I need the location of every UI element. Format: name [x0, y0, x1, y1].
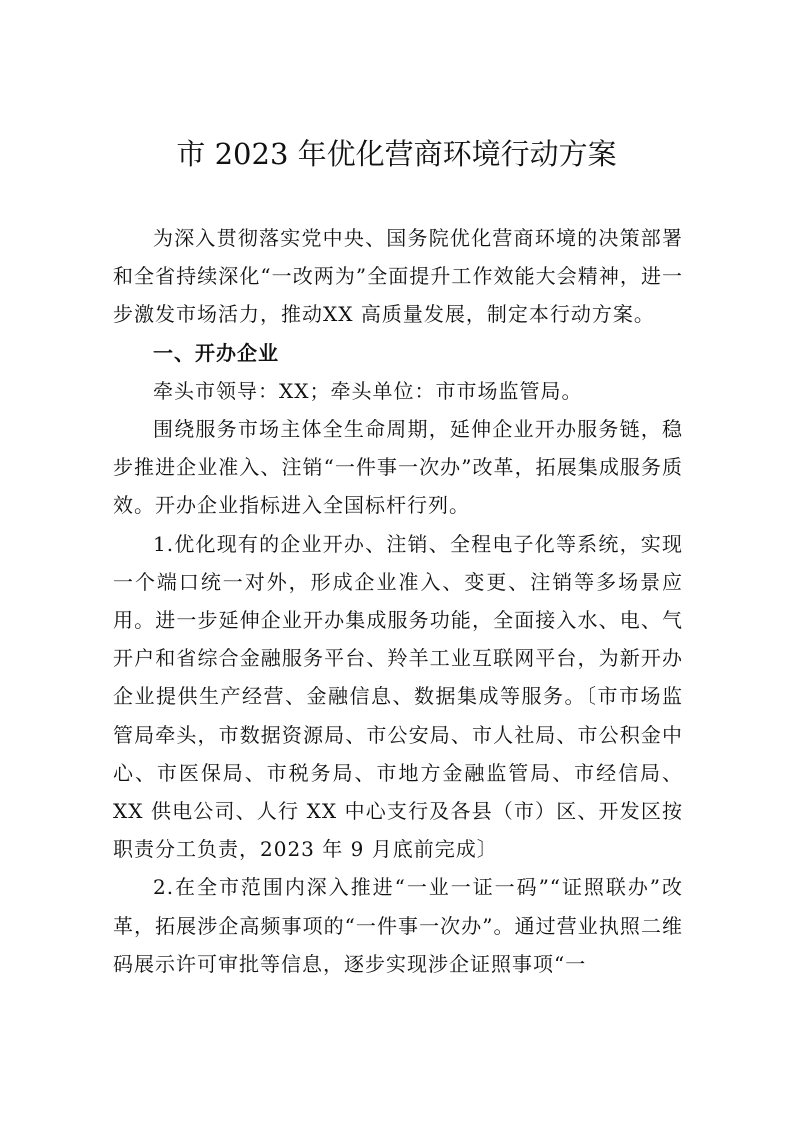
item-1-paragraph: 1.优化现有的企业开办、注销、全程电子化等系统，实现一个端口统一对外，形成企业准入、变更、注销等多场景应用。进一步延伸企业开办集成服务功能，全面接入水、电、气开户和省综合金融服务平台、羚羊工业互联网平台，为新开办企业提供生产经营、金融信息、数据集成等服务。〔市市场监管局牵头，市数据资源局、市公安局、市人社局、市公积金中心、市医保局、市税务局、市地方金融监管局、市经信局、XX 供电公司、人行 XX 中心支行及各县（市）区、开发区按职责分工负责，2023 年 9 月底前完成〕	[113, 531, 683, 862]
section-goal-paragraph: 围绕服务市场主体全生命周期，延伸企业开办服务链，稳步推进企业准入、注销“一件事一次办”改革，拓展集成服务质效。开办企业指标进入全国标杆行列。	[113, 417, 683, 518]
item-2-paragraph: 2.在全市范围内深入推进“一业一证一码”“证照联办”改革，拓展涉企高频事项的“一件事一次办”。通过营业执照二维码展示许可审批等信息，逐步实现涉企证照事项“一	[113, 875, 683, 976]
document-body	[113, 219, 683, 983]
section-heading: 一、开办企业	[153, 340, 279, 365]
intro-paragraph: 为深入贯彻落实党中央、国务院优化营商环境的决策部署和全省持续深化“一改两为”全面提升工作效能大会精神，进一步激发市场活力，推动XX 高质量发展，制定本行动方案。	[113, 226, 683, 327]
lead-info-paragraph: 牵头市领导：XX；牵头单位：市市场监管局。	[153, 378, 583, 403]
document-title: 市 2023 年优化营商环境行动方案	[176, 137, 617, 171]
